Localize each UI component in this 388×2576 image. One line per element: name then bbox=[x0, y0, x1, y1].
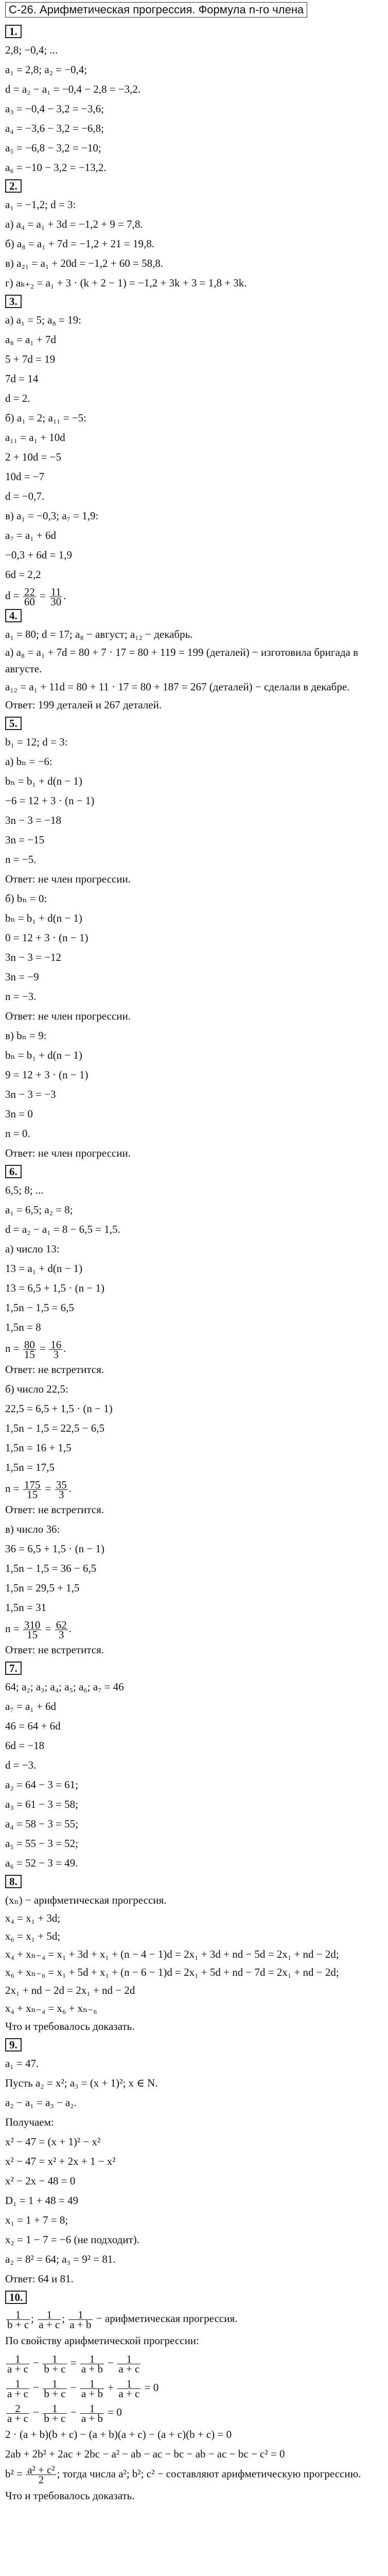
solution-line: x₁ = 1 + 7 = 8; bbox=[5, 2214, 68, 2226]
fraction bbox=[55, 1620, 68, 1639]
solution-line: б) число 22,5: bbox=[5, 1383, 68, 1395]
task-3 bbox=[5, 293, 385, 607]
solution-line: a₁ = −1,2; d = 3: bbox=[5, 198, 76, 211]
fraction-numerator: 16 bbox=[50, 1338, 62, 1351]
solution-line: 3n = 0 bbox=[5, 1108, 33, 1120]
solution-line: 3n − 3 = −12 bbox=[5, 951, 62, 963]
fraction-denominator: 15 bbox=[27, 1628, 38, 1641]
solution-line: 3n = −15 bbox=[5, 834, 45, 846]
fraction-line: n = $\frac{80}{15}$ = $\frac{16}{3}$ . bbox=[5, 1338, 66, 1361]
task-5 bbox=[5, 715, 385, 1163]
task-8 bbox=[5, 1873, 385, 2035]
solution-line: 2x₁ + nd − 2d = 2x₁ + nd − 2d bbox=[5, 1984, 135, 1996]
fraction: $\frac{1}{a + b}$ bbox=[81, 2352, 103, 2375]
solution-line: а) bₙ = −6: bbox=[5, 755, 52, 768]
fraction: $\frac{1}{b + c}$ bbox=[7, 2308, 29, 2331]
fraction-line: n = $\frac{175}{15}$ = $\frac{35}{3}$ . bbox=[5, 1478, 72, 1501]
solution-line: 7d = 14 bbox=[5, 372, 39, 385]
solution-line: 2 · (a + b)(b + c) − (a + b)(a + c) − (a + c)(b + c) = 0 bbox=[5, 2428, 232, 2441]
fraction bbox=[23, 1620, 42, 1639]
solution-line: bₙ = b₁ + d(n − 1) bbox=[5, 912, 82, 924]
fraction-line: $\frac{1}{a + c}$ − $\frac{1}{b + c}$ = $\frac{1}{a + b}$ − $\frac{1}{a + c}$ bbox=[7, 2352, 140, 2375]
solution-line: bₙ = b₁ + d(n − 1) bbox=[5, 1049, 82, 1061]
task-number: 5. bbox=[5, 717, 22, 730]
fraction: $\frac{1}{a + c}$ bbox=[39, 2308, 60, 2331]
solution-line: 46 = 64 + 6d bbox=[5, 1720, 61, 1732]
solution-line: a₁ = 2,8; a₂ = −0,4; bbox=[5, 63, 87, 76]
fraction bbox=[49, 587, 62, 606]
answer-line: Ответ: не член прогрессии. bbox=[5, 873, 131, 885]
fraction bbox=[55, 1480, 68, 1499]
solution-line: x² − 47 = x² + 2x + 1 − x² bbox=[5, 2155, 116, 2167]
task-number: 1. bbox=[5, 25, 22, 38]
task-number: 10. bbox=[5, 2291, 27, 2304]
fraction-denominator: 3 bbox=[58, 1488, 64, 1501]
solution-line: x₆ + xₙ₋₆ = x₁ + 5d + x₁ + (n − 6 − 1)d = 2x₁ + 5d + nd − 7d = 2x₁ + nd − 2d; bbox=[5, 1966, 339, 1978]
solution-line: x₄ + xₙ₋₄ = x₆ + xₙ₋₆ bbox=[5, 2002, 97, 2014]
fraction: $\frac{1}{b + c}$ bbox=[44, 2352, 66, 2375]
solution-line: D₁ = 1 + 48 = 49 bbox=[5, 2194, 79, 2207]
conclusion-line: Что и требовалось доказать. bbox=[5, 2020, 135, 2032]
solution-line: d = a₂ − a₁ = 8 − 6,5 = 1,5. bbox=[5, 1223, 120, 1235]
fraction: $\frac{1}{a + c}$ bbox=[118, 2352, 140, 2375]
fraction-line: d = $\frac{22}{60}$ = $\frac{11}{30}$ . bbox=[5, 585, 66, 608]
solution-line: d = 2. bbox=[5, 392, 30, 404]
fraction-line: n = $\frac{310}{15}$ = $\frac{62}{3}$ . bbox=[5, 1618, 72, 1641]
solution-line: б) a₁ = 2; a₁₁ = −5: bbox=[5, 412, 86, 424]
fraction-prefix: d = bbox=[5, 589, 22, 602]
fraction-line: $\frac{2}{a + c}$ − $\frac{1}{b + c}$ − $\frac{1}{a + b}$ = 0 bbox=[7, 2402, 122, 2425]
fraction-denominator: 15 bbox=[27, 1488, 38, 1501]
solution-line: a₃ = −0,4 − 3,2 = −3,6; bbox=[5, 103, 104, 115]
fraction bbox=[23, 587, 36, 606]
solution-line: a₆ = 52 − 3 = 49. bbox=[5, 1857, 78, 1869]
solution-line: a₇ = a₁ + 6d bbox=[5, 529, 56, 541]
solution-line: x₄ = x₁ + 3d; bbox=[5, 1912, 61, 1924]
fraction-prefix: n = bbox=[5, 1342, 22, 1354]
fraction-numerator: 62 bbox=[56, 1618, 67, 1631]
solution-line: 1,5n = 31 bbox=[5, 1601, 47, 1614]
fraction-denominator: 15 bbox=[24, 1348, 35, 1361]
fraction-suffix: . bbox=[68, 1622, 72, 1635]
solution-line: 6d = 2,2 bbox=[5, 568, 41, 581]
task-number: 9. bbox=[5, 2038, 22, 2052]
solution-line: а) число 13: bbox=[5, 1243, 60, 1255]
fraction-numerator: 35 bbox=[56, 1478, 67, 1491]
solution-line: x₄ + xₙ₋₄ = x₁ + 3d + x₁ + (n − 4 − 1)d = 2x₁ + 3d + nd − 5d = 2x₁ + nd − 2d; bbox=[5, 1948, 339, 1960]
fraction bbox=[23, 1480, 42, 1499]
task-number: 6. bbox=[5, 1165, 22, 1178]
fraction-line: $\frac{1}{a + c}$ − $\frac{1}{b + c}$ − $\frac{1}{a + b}$ + $\frac{1}{a + c}$ = 0 bbox=[7, 2377, 159, 2400]
solution-line: a₄ = 58 − 3 = 55; bbox=[5, 1818, 79, 1830]
solution-line: bₙ = b₁ + d(n − 1) bbox=[5, 775, 82, 787]
task-number: 7. bbox=[5, 1662, 22, 1675]
solution-line: в) a₁ = −0,3; a₇ = 1,9: bbox=[5, 510, 99, 522]
task-7 bbox=[5, 1659, 385, 1873]
solution-line: 13 = 6,5 + 1,5 · (n − 1) bbox=[5, 1282, 105, 1294]
solution-line: x₆ = x₁ + 5d; bbox=[5, 1930, 61, 1942]
task-2 bbox=[5, 177, 385, 293]
solution-line: a₈ = a₁ + 7d bbox=[5, 333, 56, 346]
fraction: $\frac{1}{a + c}$ bbox=[118, 2377, 140, 2400]
solution-line: 3n − 3 = −18 bbox=[5, 814, 62, 826]
answer-line: Ответ: не член прогрессии. bbox=[5, 1010, 131, 1022]
solution-line: (xₙ) − арифметическая прогрессия. bbox=[5, 1894, 167, 1906]
solution-line: a₂ − a₁ = a₃ − a₂. bbox=[5, 2096, 77, 2109]
task-1 bbox=[5, 23, 385, 177]
solution-line: x₂ = 1 − 7 = −6 (не подходит). bbox=[5, 2233, 140, 2246]
conclusion-line: Что и требовалось доказать. bbox=[5, 2489, 135, 2502]
solution-line: a₃ = 61 − 3 = 58; bbox=[5, 1798, 79, 1810]
fraction-numerator: 310 bbox=[24, 1618, 41, 1631]
solution-line: б) a₈ = a₁ + 7d = −1,2 + 21 = 19,8. bbox=[5, 238, 155, 250]
solution-line: 1,5n = 16 + 1,5 bbox=[5, 1442, 72, 1454]
page-title: C-26. Арифметическая прогрессия. Формула n-го члена bbox=[5, 2, 307, 18]
solution-line: n = −3. bbox=[5, 990, 37, 1003]
fraction: $\frac{1}{b + c}$ bbox=[44, 2377, 66, 2400]
solution-line: x² − 47 = (x + 1)² − x² bbox=[5, 2136, 101, 2148]
fraction-denominator: 3 bbox=[53, 1348, 59, 1361]
solution-line: x² − 2x − 48 = 0 bbox=[5, 2175, 76, 2187]
conclusion-suffix: ; тогда числа a²; b²; c² − составляют арифметическую прогрессию. bbox=[57, 2467, 361, 2480]
solution-line: 2ab + 2b² + 2ac + 2bc − a² − ab − ac − bc − ab − ac − bc − c² = 0 bbox=[5, 2448, 285, 2460]
solution-line: 3n − 3 = −3 bbox=[5, 1088, 56, 1100]
task-number: 3. bbox=[5, 295, 22, 308]
solution-line: 1,5n − 1,5 = 6,5 bbox=[5, 1301, 74, 1314]
answer-line: Ответ: 199 деталей и 267 деталей. bbox=[5, 699, 162, 711]
solution-line: 36 = 6,5 + 1,5 · (n − 1) bbox=[5, 1543, 105, 1555]
intro-suffix: − арифметическая прогрессия. bbox=[93, 2312, 238, 2325]
solution-line: 0 = 12 + 3 · (n − 1) bbox=[5, 931, 89, 944]
solution-line: 64; a₂; a₃; a₄; a₅; a₆; a₇ = 46 bbox=[5, 1681, 124, 1693]
solution-line: 5 + 7d = 19 bbox=[5, 353, 56, 365]
solution-line: 2,8; −0,4; ... bbox=[5, 44, 58, 56]
solution-line: n = 0. bbox=[5, 1127, 30, 1140]
fraction: $\frac{2}{a + c}$ bbox=[7, 2402, 28, 2425]
solution-line: 3n = −9 bbox=[5, 971, 39, 983]
fraction-prefix: n = bbox=[5, 1482, 22, 1495]
solution-line: n = −5. bbox=[5, 853, 37, 866]
solution-line: 1,5n = 29,5 + 1,5 bbox=[5, 1582, 80, 1594]
solution-line: в) число 36: bbox=[5, 1523, 60, 1535]
solution-line: 2 + 10d = −5 bbox=[5, 451, 62, 463]
task-10 bbox=[5, 2289, 385, 2505]
task-4 bbox=[5, 607, 385, 713]
solution-line: d = −0,7. bbox=[5, 490, 45, 502]
solution-line: a₆ = −10 − 3,2 = −13,2. bbox=[5, 161, 107, 174]
task-number: 2. bbox=[5, 179, 22, 193]
solution-line: г) aₖ₊₂ = a₁ + 3 · (k + 2 − 1) = −1,2 + 3k + 3 = 1,8 + 3k. bbox=[5, 277, 247, 289]
fraction-numerator: 22 bbox=[24, 585, 35, 598]
task-6 bbox=[5, 1163, 385, 1659]
solution-line: d = −3. bbox=[5, 1759, 37, 1771]
solution-line: 10d = −7 bbox=[5, 470, 45, 483]
solution-line: a₁₁ = a₁ + 10d bbox=[5, 431, 65, 444]
task-number: 8. bbox=[5, 1875, 22, 1888]
solution-line: a₁ = 6,5; a₂ = 8; bbox=[5, 1204, 73, 1216]
fraction-denominator: 60 bbox=[24, 595, 35, 608]
fraction-numerator: 175 bbox=[24, 1478, 41, 1491]
solution-line: а) a₁ = 5; a₈ = 19: bbox=[5, 314, 81, 326]
solution-line: 13 = a₁ + d(n − 1) bbox=[5, 1262, 83, 1275]
fraction: $\frac{1}{a + b}$ bbox=[81, 2377, 103, 2400]
task-9 bbox=[5, 2036, 385, 2289]
answer-line: Ответ: не член прогрессии. bbox=[5, 1147, 131, 1159]
fraction: $\frac{\text{a² + c²}}{2}$ bbox=[27, 2464, 55, 2486]
solution-line: −0,3 + 6d = 1,9 bbox=[5, 549, 73, 561]
fraction bbox=[49, 1340, 62, 1359]
solution-line: b₁ = 12; d = 3: bbox=[5, 736, 68, 748]
fraction-line: b² = $\frac{\text{a² + c²}}{2}$ ; тогда числа a²; b²; c² − составляют арифметическую прогрессию. bbox=[5, 2464, 361, 2486]
fraction: $\frac{1}{a + c}$ bbox=[7, 2352, 28, 2375]
task-number: 4. bbox=[5, 609, 22, 622]
solution-line: По свойству арифметической прогрессии: bbox=[5, 2334, 199, 2347]
solution-line: a₅ = −6,8 − 3,2 = −10; bbox=[5, 142, 101, 154]
solution-line: 6,5; 8; ... bbox=[5, 1184, 44, 1196]
solution-line: а) a₈ = a₁ + 7d = 80 + 7 · 17 = 80 + 119 = 199 (деталей) − изготовила бригада в августе. bbox=[5, 646, 359, 675]
fraction-suffix: . bbox=[63, 589, 66, 602]
solution-line: a₇ = a₁ + 6d bbox=[5, 1700, 56, 1713]
fraction-denominator: 3 bbox=[58, 1628, 64, 1641]
fraction-suffix: . bbox=[63, 1342, 66, 1354]
solution-line: −6 = 12 + 3 · (n − 1) bbox=[5, 794, 95, 807]
fraction-line: $\frac{1}{b + c}$ ; $\frac{1}{a + c}$ ; $\frac{1}{a + b}$ − арифметическая прогрессия. bbox=[7, 2308, 238, 2331]
solution-line: 1,5n − 1,5 = 22,5 − 6,5 bbox=[5, 1422, 105, 1434]
solution-line: Получаем: bbox=[5, 2116, 54, 2128]
solution-line: a₁ = 47. bbox=[5, 2057, 39, 2070]
answer-line: Ответ: 64 и 81. bbox=[5, 2273, 74, 2285]
solution-line: 22,5 = 6,5 + 1,5 · (n − 1) bbox=[5, 1402, 113, 1415]
answer-line: Ответ: не встретится. bbox=[5, 1363, 104, 1376]
solution-line: в) bₙ = 9: bbox=[5, 1029, 47, 1042]
solution-line: Пусть a₂ = x²; a₃ = (x + 1)²; x ∈ N. bbox=[5, 2077, 158, 2089]
solution-line: a₁₂ = a₁ + 11d = 80 + 11 · 17 = 80 + 187 = 267 (деталей) − сделали в декабре. bbox=[5, 681, 350, 693]
solution-line: a₅ = 55 − 3 = 52; bbox=[5, 1837, 79, 1850]
fraction-prefix: n = bbox=[5, 1622, 22, 1635]
solution-line: а) a₄ = a₁ + 3d = −1,2 + 9 = 7,8. bbox=[5, 218, 143, 230]
solution-line: a₂ = 64 − 3 = 61; bbox=[5, 1778, 79, 1791]
fraction: $\frac{1}{a + c}$ bbox=[7, 2377, 28, 2400]
solution-line: a₂ = 8² = 64; a₃ = 9² = 81. bbox=[5, 2253, 116, 2265]
fraction: $\frac{1}{a + b}$ bbox=[81, 2402, 103, 2425]
solution-line: a₁ = 80; d = 17; a₈ − август; a₁₂ − декабрь. bbox=[5, 628, 193, 640]
solution-line: в) a₂₁ = a₁ + 20d = −1,2 + 60 = 58,8. bbox=[5, 257, 164, 269]
fraction: $\frac{1}{a + b}$ bbox=[69, 2308, 92, 2331]
solution-line: a₄ = −3,6 − 3,2 = −6,8; bbox=[5, 122, 104, 134]
fraction-denominator: 30 bbox=[50, 595, 62, 608]
solution-line: б) bₙ = 0: bbox=[5, 892, 47, 905]
fraction: $\frac{1}{b + c}$ bbox=[44, 2402, 66, 2425]
answer-line: Ответ: не встретится. bbox=[5, 1643, 104, 1656]
answer-line: Ответ: не встретится. bbox=[5, 1503, 104, 1516]
solution-line: 6d = −18 bbox=[5, 1739, 45, 1752]
solution-line: 1,5n = 8 bbox=[5, 1321, 41, 1333]
fraction-numerator: 80 bbox=[24, 1338, 35, 1351]
fraction bbox=[23, 1340, 36, 1359]
solution-line: 9 = 12 + 3 · (n − 1) bbox=[5, 1069, 89, 1081]
fraction-numerator: 11 bbox=[49, 587, 62, 597]
solution-line: 1,5n = 17,5 bbox=[5, 1461, 55, 1473]
solution-line: 1,5n − 1,5 = 36 − 6,5 bbox=[5, 1562, 97, 1574]
fraction-suffix: . bbox=[68, 1482, 72, 1495]
solution-line: d = a₂ − a₁ = −0,4 − 2,8 = −3,2. bbox=[5, 83, 141, 95]
